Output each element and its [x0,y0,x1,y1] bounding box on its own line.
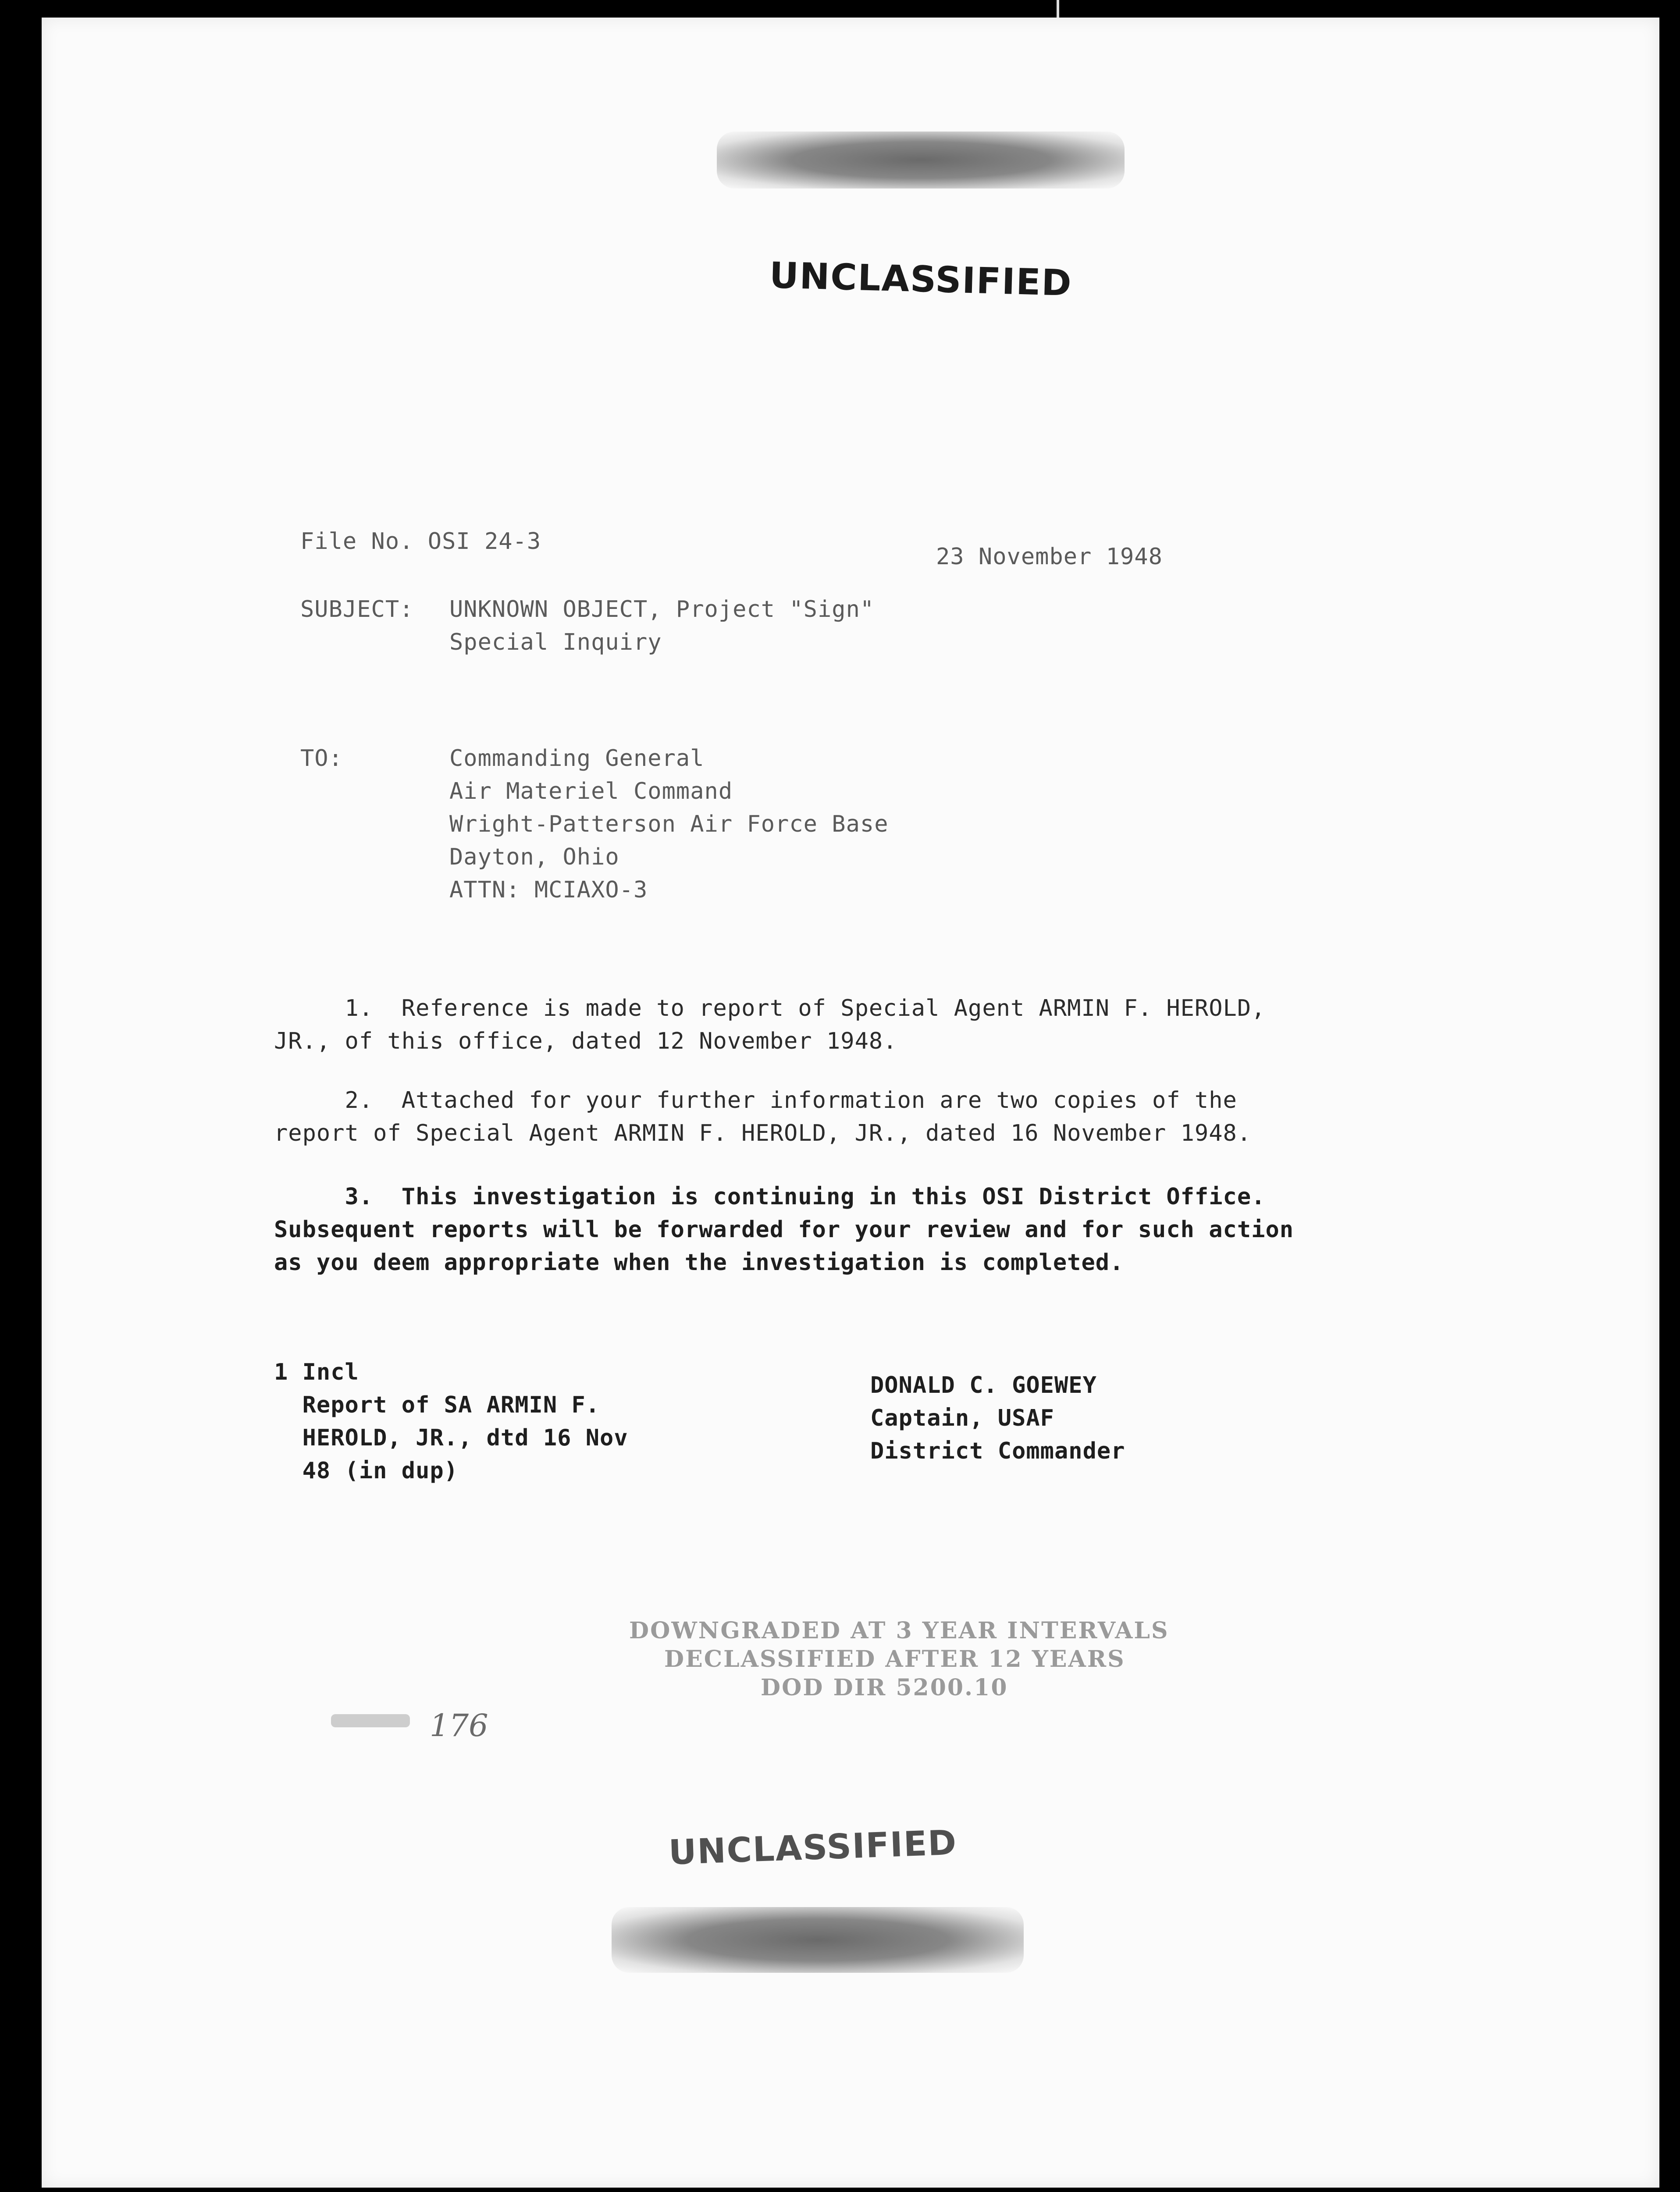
paragraph-line: 3. This investigation is continuing in this OSI District Office. [274,1184,1266,1210]
paragraph-line: as you deem appropriate when the investigation is completed. [274,1249,1124,1276]
downgrade-line: DECLASSIFIED AFTER 12 YEARS [664,1646,1125,1672]
address-line: Air Materiel Command [449,778,733,804]
subject-label: SUBJECT: [300,596,414,623]
subject-line-1: UNKNOWN OBJECT, Project "Sign" [449,596,875,623]
top-redaction-smudge [717,132,1125,189]
enclosure-line: 48 (in dup) [274,1458,458,1484]
document-date: 23 November 1948 [936,544,1163,570]
bottom-classification-stamp: UNCLASSIFIED [668,1823,958,1873]
subject-line-2: Special Inquiry [449,629,662,655]
bottom-redaction-smudge [612,1907,1024,1973]
signer-title: District Commander [870,1438,1125,1464]
to-label: TO: [300,745,343,772]
paragraph-line: report of Special Agent ARMIN F. HEROLD, JR., dated 16 November 1948. [274,1120,1252,1146]
paragraph-line: 1. Reference is made to report of Special Agent ARMIN F. HEROLD, [274,995,1266,1021]
signer-rank: Captain, USAF [870,1405,1054,1431]
downgrade-line: DOD DIR 5200.10 [761,1674,1008,1701]
document-page [42,18,1659,2188]
address-line: Dayton, Ohio [449,844,619,870]
enclosure-line: 1 Incl [274,1359,359,1385]
faded-mark [331,1714,410,1727]
enclosure-line: Report of SA ARMIN F. [274,1392,600,1418]
scan-mark [1057,0,1059,18]
enclosure-line: HEROLD, JR., dtd 16 Nov [274,1425,628,1451]
top-classification-stamp: UNCLASSIFIED [769,254,1073,305]
address-line: Wright-Patterson Air Force Base [449,811,889,837]
signer-name: DONALD C. GOEWEY [870,1372,1097,1398]
address-line: ATTN: MCIAXO-3 [449,877,648,903]
downgrade-line: DOWNGRADED AT 3 YEAR INTERVALS [629,1617,1169,1644]
handwritten-page-number: 176 [430,1708,488,1744]
address-line: Commanding General [449,745,705,772]
paragraph-line: 2. Attached for your further information are two copies of the [274,1087,1237,1114]
file-number: File No. OSI 24-3 [300,528,541,555]
paragraph-line: JR., of this office, dated 12 November 1948. [274,1028,897,1054]
paragraph-line: Subsequent reports will be forwarded for your review and for such action [274,1217,1294,1243]
